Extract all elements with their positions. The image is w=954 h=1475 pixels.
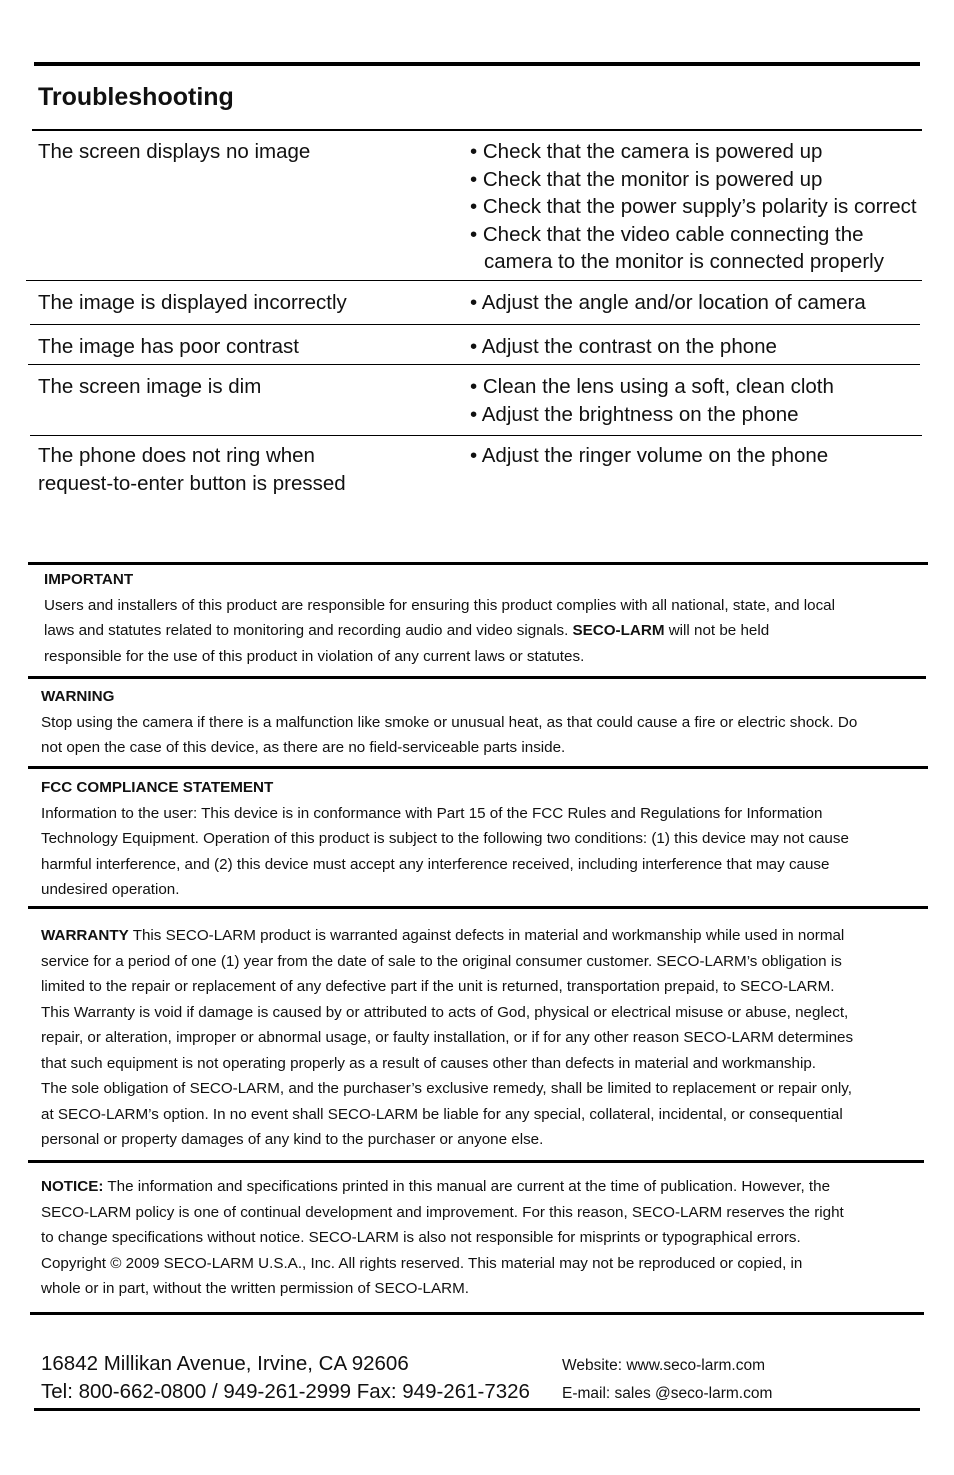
solution-item: • Adjust the brightness on the phone (470, 402, 799, 426)
warning-heading: WARNING (41, 688, 115, 705)
section-rule (28, 906, 928, 909)
important-section (44, 567, 835, 669)
solution-item: • Clean the lens using a soft, clean cloth (470, 375, 834, 398)
notice-heading: NOTICE: (41, 1178, 104, 1195)
solution-item: • Adjust the angle and/or location of camera (470, 291, 866, 314)
warranty-heading: WARRANTY (41, 927, 129, 944)
table-row (38, 138, 310, 166)
fcc-text: harmful interference, and (2) this device must accept any interference received, including interference that may cause (41, 855, 830, 873)
warranty-text: personal or property damages of any kind to the purchaser or anyone else. (41, 1131, 544, 1148)
problem-text: The screen image is dim (38, 375, 262, 398)
warranty-text: at SECO-LARM’s option. In no event shall SECO-LARM be liable for any special, collateral, incidental, or consequential (41, 1105, 843, 1123)
section-rule (28, 1160, 924, 1163)
solution-item: • Adjust the contrast on the phone (470, 335, 777, 358)
warranty-text: repair, or alteration, improper or abnormal usage, or faulty installation, or if for any other reason SECO-LARM determines (41, 1029, 854, 1046)
important-text: Users and installers of this product are responsible for ensuring this product complies with all national, state, and local (44, 596, 836, 614)
problem-text: The phone does not ring when (38, 444, 315, 467)
solution-item: • Check that the power supply’s polarity is correct (470, 195, 917, 218)
table-row (38, 442, 346, 497)
phone-fax: Tel: 800-662-0800 / 949-261-2999 Fax: 949-261-7326 (41, 1380, 530, 1403)
table-row (38, 289, 347, 317)
fcc-heading: FCC COMPLIANCE STATEMENT (41, 779, 274, 796)
warning-text: Stop using the camera if there is a malfunction like smoke or unusual heat, as that could cause a fire or electric shock. Do (41, 713, 858, 731)
footer-address-block (41, 1350, 530, 1406)
section-rule (28, 676, 926, 679)
fcc-text: Technology Equipment. Operation of this product is subject to the following two conditions: (1) this device may not cause (41, 830, 849, 847)
warranty-text: service for a period of one (1) year from the date of sale to the original consumer customer. SECO-LARM’s obligation is (41, 952, 842, 970)
fcc-text: undesired operation. (41, 881, 180, 898)
solution-item: • Check that the video cable connecting the (470, 222, 864, 246)
notice-text: whole or in part, without the written permission of SECO-LARM. (41, 1280, 469, 1297)
problem-text: The image has poor contrast (38, 335, 299, 358)
table-row (38, 373, 261, 401)
notice-text: SECO-LARM policy is one of continual development and improvement. For this reason, SECO-LARM reserves the right (41, 1203, 844, 1221)
solution-item: • Check that the monitor is powered up (470, 167, 823, 191)
notice-text: NOTICE: The information and specifications printed in this manual are current at the time of publication. However, the (41, 1178, 831, 1195)
solution-list (470, 289, 866, 317)
top-rule (34, 62, 920, 66)
fcc-section (41, 775, 849, 903)
solution-item: • Check that the camera is powered up (470, 140, 823, 163)
bottom-rule (34, 1408, 920, 1411)
table-divider (30, 435, 922, 436)
fcc-text: Information to the user: This device is in conformance with Part 15 of the FCC Rules and Regulations for Information (41, 804, 823, 822)
solution-list (470, 138, 917, 276)
notice-text: to change specifications without notice. SECO-LARM is also not responsible for misprints or typographical errors. (41, 1229, 801, 1246)
email-link[interactable]: E-mail: sales @seco-larm.com (562, 1385, 773, 1402)
solution-list (470, 373, 834, 428)
notice-section (41, 1174, 844, 1302)
notice-text: Copyright © 2009 SECO-LARM U.S.A., Inc. All rights reserved. This material may not be reproduced or copied, in (41, 1254, 803, 1272)
warranty-text: This Warranty is void if damage is caused by or attributed to acts of God, physical or electrical misuse or abuse, neglect, (41, 1003, 849, 1021)
warranty-section (41, 923, 853, 1153)
table-divider (28, 364, 920, 365)
section-rule (28, 766, 928, 769)
warranty-text: The sole obligation of SECO-LARM, and the purchaser’s exclusive remedy, shall be limited to replacement or repair only, (41, 1080, 852, 1097)
section-rule (28, 562, 928, 565)
warning-text: not open the case of this device, as there are no field-serviceable parts inside. (41, 739, 566, 756)
problem-text: The screen displays no image (38, 140, 311, 163)
solution-item: camera to the monitor is connected properly (484, 250, 884, 273)
problem-text: request-to-enter button is pressed (38, 471, 346, 495)
section-rule (30, 1312, 924, 1315)
solution-list (470, 333, 777, 361)
table-divider (26, 280, 922, 281)
website-link[interactable]: Website: www.seco-larm.com (562, 1357, 765, 1374)
warranty-text: WARRANTY This SECO-LARM product is warranted against defects in material and workmanship while used in normal (41, 927, 845, 944)
important-heading: IMPORTANT (44, 571, 134, 588)
solution-list (470, 442, 828, 470)
warranty-text: limited to the repair or replacement of any defective part if the unit is returned, transportation prepaid, to SECO-LARM. (41, 978, 835, 995)
solution-item: • Adjust the ringer volume on the phone (470, 444, 829, 467)
page-title: Troubleshooting (38, 83, 234, 111)
warranty-text: that such equipment is not operating properly as a result of causes other than defects in material and workmanship. (41, 1054, 816, 1072)
table-top-rule (32, 129, 922, 131)
problem-text: The image is displayed incorrectly (38, 291, 347, 314)
important-text: responsible for the use of this product in violation of any current laws or statutes. (44, 647, 585, 665)
address: 16842 Millikan Avenue, Irvine, CA 92606 (41, 1352, 409, 1375)
table-row (38, 333, 299, 361)
important-text: laws and statutes related to monitoring and recording audio and video signals. SECO-LARM will not be held (44, 622, 770, 639)
footer-contact-block (562, 1352, 772, 1408)
warning-section (41, 684, 857, 761)
table-divider (30, 324, 920, 325)
